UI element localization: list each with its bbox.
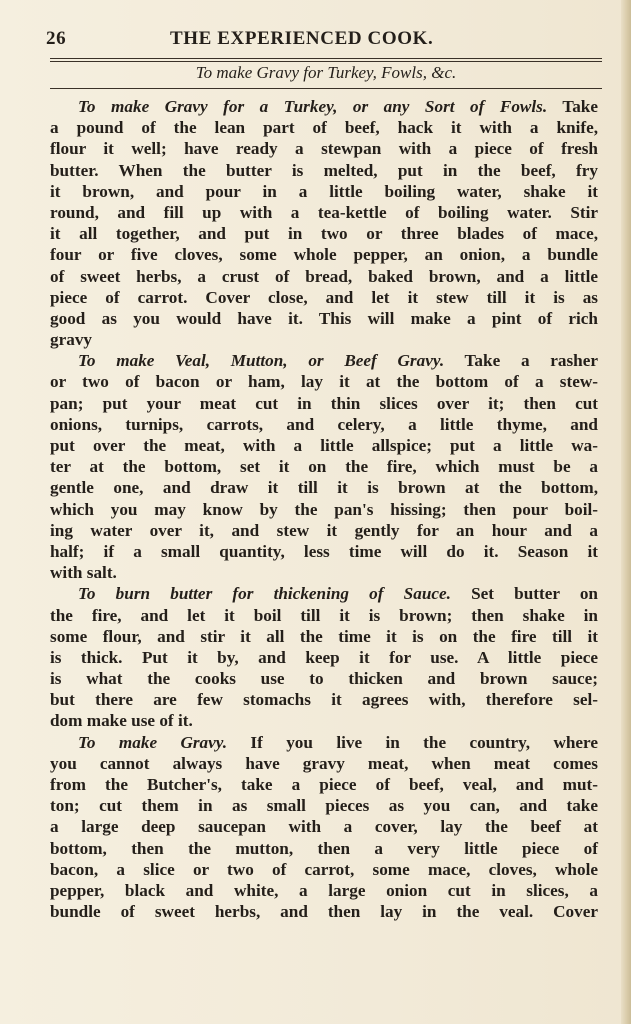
- line-text: onions, turnips, carrots, and celery, a little thyme, and: [50, 414, 598, 434]
- line-text: half; if a small quantity, less time will do it. Season it: [50, 541, 598, 561]
- line-text: ton; cut them in as small pieces as you can, and take: [50, 796, 598, 816]
- text-line: [50, 371, 598, 392]
- page-header: [46, 28, 606, 52]
- text-line: [50, 117, 598, 138]
- line-text: it brown, and pour in a little boiling water, shake it: [50, 181, 598, 201]
- page-number: 26: [46, 28, 67, 49]
- line-text: If you live in the country, where: [227, 732, 599, 752]
- line-text: gentle one, and draw it till it is brown at the bottom,: [50, 478, 598, 498]
- header-rule-double: [50, 61, 602, 62]
- text-line: [50, 223, 598, 244]
- recipe-heading: To make Gravy.: [78, 732, 228, 752]
- line-text: pan; put your meat cut in thin slices over it; then cut: [50, 393, 598, 413]
- text-line: [50, 350, 598, 371]
- text-line: [50, 393, 598, 414]
- text-line: [50, 266, 598, 287]
- text-line: [50, 583, 598, 604]
- text-line: [50, 774, 598, 795]
- line-text: or two of bacon or ham, lay it at the bottom of a stew-: [50, 372, 598, 392]
- text-line: [50, 329, 598, 350]
- text-line: [50, 562, 598, 583]
- line-text: pepper, black and white, a large onion cut in slices, a: [50, 880, 598, 900]
- recipe-heading: To make Veal, Mutton, or Beef Gravy.: [78, 351, 445, 371]
- text-line: [50, 605, 598, 626]
- line-text: flour it well; have ready a stewpan with a piece of fresh: [50, 139, 598, 159]
- text-line: [50, 859, 598, 880]
- page-edge: [621, 0, 631, 1024]
- line-text: some flour, and stir it all the time it is on the fire till it: [50, 626, 598, 646]
- line-text: is thick. Put it by, and keep it for use. A little piece: [50, 647, 598, 667]
- text-line: [50, 499, 598, 520]
- line-text: from the Butcher's, take a piece of beef, veal, and mut-: [50, 775, 598, 794]
- line-text: four or five cloves, some whole pepper, an onion, a bundle: [50, 245, 598, 265]
- line-text: put over the meat, with a little allspice; put a little wa-: [50, 436, 598, 455]
- text-line: [50, 138, 598, 159]
- line-text: a large deep saucepan with a cover, lay the beef at: [50, 817, 598, 837]
- text-line: [50, 541, 598, 562]
- line-text: it all together, and put in two or three blades of mace,: [50, 224, 598, 244]
- text-line: [50, 244, 598, 265]
- text-line: [50, 520, 598, 541]
- line-text: bundle of sweet herbs, and then lay in the veal. Cover: [50, 902, 598, 922]
- text-line: [50, 456, 598, 477]
- line-text: but there are few stomachs it agrees with, therefore sel-: [50, 690, 598, 710]
- line-text: of sweet herbs, a crust of bread, baked brown, and a little: [50, 266, 598, 286]
- text-line: [50, 689, 598, 710]
- line-text: Take a rasher: [444, 351, 598, 371]
- text-line: [50, 795, 598, 816]
- text-line: [50, 287, 598, 308]
- line-text: the fire, and let it boil till it is brown; then shake in: [50, 605, 598, 625]
- line-text: good as you would have it. This will make a pint of rich: [50, 308, 598, 328]
- recipe-text: [50, 96, 598, 922]
- line-text: ter at the bottom, set it on the fire, which must be a: [50, 457, 598, 477]
- text-line: [50, 732, 598, 753]
- text-line: [50, 668, 598, 689]
- line-text: bottom, then the mutton, then a very little piece of: [50, 838, 598, 858]
- line-text: with salt.: [50, 563, 117, 583]
- line-text: is what the cooks use to thicken and brown sauce;: [50, 669, 598, 689]
- text-line: [50, 477, 598, 498]
- text-line: [50, 435, 598, 456]
- text-line: [50, 160, 598, 181]
- section-title-rule: [50, 88, 602, 89]
- text-line: [50, 753, 598, 774]
- line-text: gravy: [50, 330, 93, 350]
- text-line: [50, 816, 598, 837]
- section-title: To make Gravy for Turkey, Fowls, &c.: [195, 63, 457, 82]
- text-line: [50, 710, 598, 731]
- text-line: [50, 880, 598, 901]
- text-line: [50, 647, 598, 668]
- recipe-heading: To make Gravy for a Turkey, or any Sort of Fowls.: [78, 97, 548, 116]
- line-text: a pound of the lean part of beef, hack it with a knife,: [50, 118, 598, 138]
- line-text: ing water over it, and stew it gently for an hour and a: [50, 520, 598, 540]
- text-line: [50, 308, 598, 329]
- line-text: Set butter on: [450, 584, 598, 604]
- text-line: [50, 414, 598, 435]
- header-rule-top: [50, 58, 602, 59]
- text-line: [50, 626, 598, 647]
- running-title: THE EXPERIENCED COOK.: [170, 28, 434, 49]
- text-line: [50, 838, 598, 859]
- text-line: [50, 181, 598, 202]
- line-text: dom make use of it.: [50, 711, 193, 731]
- line-text: bacon, a slice or two of carrot, some mace, cloves, whole: [50, 859, 598, 879]
- recipe-heading: To burn butter for thickening of Sauce.: [78, 584, 451, 604]
- line-text: piece of carrot. Cover close, and let it stew till it is as: [50, 287, 598, 307]
- line-text: Take: [547, 97, 598, 116]
- text-line: [50, 96, 598, 117]
- line-text: which you may know by the pan's hissing; then pour boil-: [50, 499, 598, 519]
- line-text: you cannot always have gravy meat, when meat comes: [50, 753, 598, 773]
- text-line: [50, 202, 598, 223]
- text-line: [50, 901, 598, 922]
- line-text: round, and fill up with a tea-kettle of boiling water. Stir: [50, 202, 598, 222]
- line-text: butter. When the butter is melted, put in the beef, fry: [50, 160, 598, 180]
